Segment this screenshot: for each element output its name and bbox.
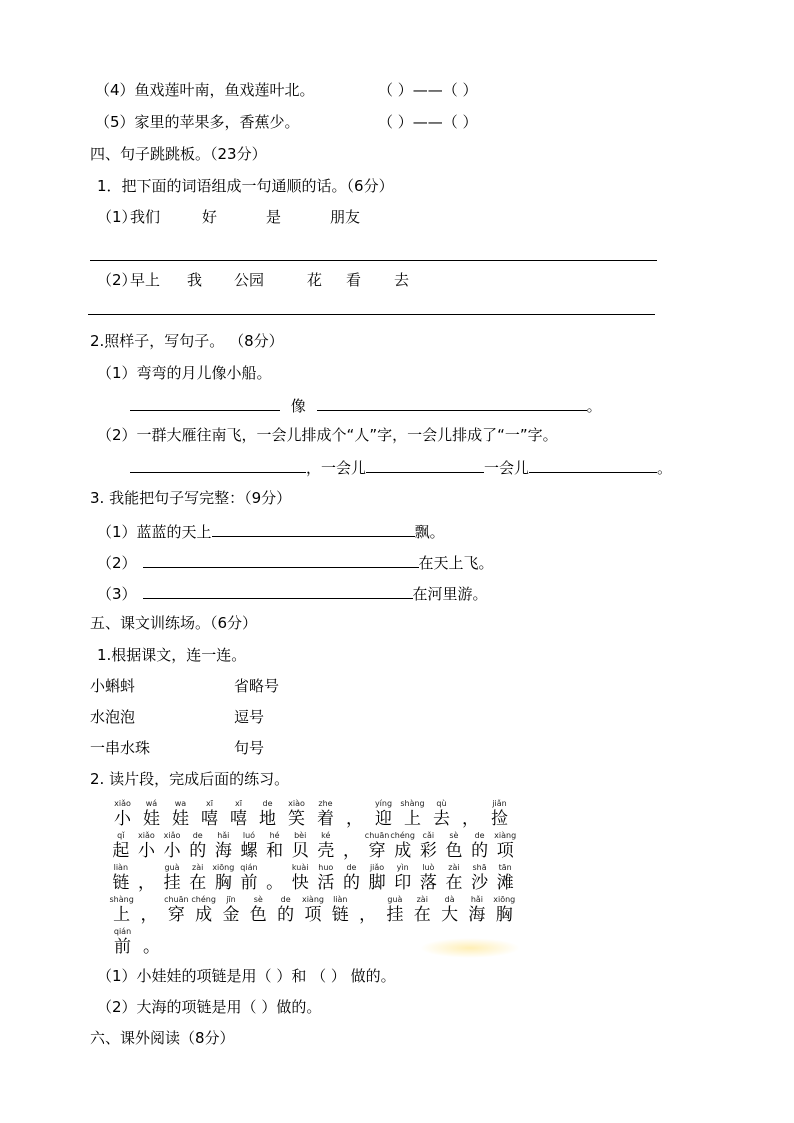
answer-blank[interactable]	[529, 456, 657, 473]
match-right-item[interactable]: 句号	[234, 739, 265, 757]
hanzi: 贝	[291, 841, 309, 861]
pinyin-char	[369, 798, 398, 830]
item-number: （2）	[97, 998, 137, 1016]
hanzi: 上	[404, 809, 421, 829]
pinyin: zhe	[318, 799, 333, 808]
pinyin-char	[185, 830, 211, 862]
word: 看	[346, 271, 362, 289]
pinyin-char	[108, 894, 135, 926]
hanzi: 大	[441, 905, 459, 925]
word: 我们	[130, 208, 161, 226]
hanzi: 的	[277, 905, 295, 925]
match-right-item[interactable]: 逗号	[234, 708, 265, 726]
pinyin: luó	[242, 831, 256, 840]
pinyin-char	[381, 894, 408, 926]
pinyin-char	[491, 894, 518, 926]
s4-q2-fill-1	[130, 394, 602, 416]
word: 好	[202, 208, 218, 226]
pinyin-char	[163, 894, 190, 926]
hanzi: 活	[317, 873, 335, 893]
pinyin-char	[166, 798, 195, 830]
hanzi: 链	[112, 873, 130, 893]
pinyin: de	[346, 863, 357, 872]
q3-item-5	[95, 112, 300, 132]
pinyin: kuài	[291, 863, 309, 872]
pinyin: qù	[436, 799, 447, 808]
passage-line	[108, 830, 518, 862]
question-text[interactable]: 大海的项链是用（ ）做的。	[136, 998, 322, 1016]
pinyin-char	[262, 862, 288, 894]
pinyin-passage	[108, 798, 518, 958]
pinyin: yìn	[396, 863, 409, 872]
hanzi: 彩	[419, 841, 437, 861]
answer-line[interactable]	[88, 314, 655, 315]
section-5-title: 五、课文训练场。（6分）	[90, 614, 258, 632]
item-number: （2）	[97, 271, 137, 289]
pinyin: sè	[449, 831, 459, 840]
word: 是	[266, 208, 282, 226]
hanzi: ，	[140, 905, 158, 925]
pinyin: zài	[448, 863, 460, 872]
pinyin: de	[192, 831, 203, 840]
pinyin: qián	[113, 927, 132, 936]
q3-item-4	[95, 80, 315, 100]
fill-word: 一会儿	[484, 459, 530, 477]
hanzi: 项	[496, 841, 514, 861]
pinyin: jīn	[226, 895, 236, 904]
pinyin: de	[280, 895, 291, 904]
pinyin-char	[217, 894, 244, 926]
s4-q2-fill-2	[130, 456, 672, 478]
hanzi: 在	[445, 873, 463, 893]
sentence-end: 飘。	[414, 523, 445, 541]
pinyin-char	[236, 830, 262, 862]
pinyin-char	[108, 862, 134, 894]
pinyin: shàng	[400, 799, 425, 808]
s4-q3-item-2	[97, 551, 494, 573]
hanzi: 穿	[167, 905, 185, 925]
pinyin-char	[327, 894, 354, 926]
item-text: 家里的苹果多，香蕉少。	[134, 113, 300, 131]
hanzi: 项	[304, 905, 322, 925]
pinyin-char	[299, 894, 326, 926]
hanzi: 印	[394, 873, 412, 893]
pinyin-char	[282, 798, 311, 830]
pinyin-char	[467, 862, 493, 894]
example-sentence: 一群大雁往南飞，一会儿排成个“人”字，一会儿排成了“一”字。	[136, 426, 558, 444]
pinyin: zài	[192, 863, 204, 872]
hanzi: 迎	[375, 809, 392, 829]
hanzi: 娃	[172, 809, 189, 829]
sentence-end: 在河里游。	[412, 585, 488, 603]
pinyin: xiǎo	[163, 831, 181, 840]
hanzi: 起	[112, 841, 130, 861]
s5-q2-title: 2. 读片段，完成后面的练习。	[90, 770, 290, 788]
pinyin: wá	[145, 799, 158, 808]
hanzi: 链	[331, 905, 349, 925]
word: 公园	[234, 271, 265, 289]
pinyin: jiǎo	[369, 863, 385, 872]
pinyin-char	[390, 862, 416, 894]
pinyin: hǎi	[217, 831, 230, 840]
s5-q1-title: 1.根据课文，连一连。	[97, 646, 247, 664]
hanzi: 和	[266, 841, 284, 861]
hanzi: 着	[317, 809, 334, 829]
pinyin: xiǎo	[114, 799, 131, 808]
item-number: （2）	[97, 426, 137, 444]
fill-word: 像	[290, 397, 306, 415]
answer-blank[interactable]	[212, 520, 415, 537]
pinyin-char	[190, 894, 217, 926]
match-left-item[interactable]: 一串水珠	[90, 739, 151, 757]
pinyin: hǎi	[470, 895, 484, 904]
hanzi: 成	[394, 841, 412, 861]
fill-end: 。	[586, 397, 602, 415]
pinyin: qián	[240, 863, 258, 872]
pinyin-char	[287, 830, 313, 862]
pinyin-char	[272, 894, 299, 926]
pinyin: guà	[387, 895, 403, 904]
pinyin: shā	[472, 863, 487, 872]
pinyin: xiǎo	[138, 831, 155, 840]
pinyin: ké	[321, 831, 331, 840]
s5-q2-answer-1	[97, 966, 396, 986]
hanzi: 捡	[491, 809, 508, 829]
hanzi: 娃	[143, 809, 160, 829]
s4-q2-item-1	[97, 363, 272, 383]
s4-q2-title: 2.照样子，写句子。 （8分）	[90, 332, 284, 350]
hanzi: 色	[445, 841, 463, 861]
hanzi: 。	[266, 873, 284, 893]
pinyin-char	[108, 830, 134, 862]
pinyin-char	[436, 894, 463, 926]
pinyin-char	[492, 830, 518, 862]
s4-q1-title: 1．把下面的词语组成一句通顺的话。（6分）	[97, 177, 394, 195]
pinyin-char	[245, 894, 272, 926]
fill-word: ，一会儿	[306, 459, 367, 477]
word: 去	[394, 271, 410, 289]
hanzi: ，	[346, 809, 363, 829]
s4-q1-item-1	[97, 207, 361, 227]
pinyin-char	[390, 830, 416, 862]
item-number: （1）	[97, 364, 137, 382]
pinyin-char	[224, 798, 253, 830]
hanzi: 笑	[288, 809, 305, 829]
pinyin-char	[134, 830, 160, 862]
hanzi: 穿	[368, 841, 386, 861]
hanzi: 沙	[471, 873, 489, 893]
item-text: 鱼戏莲叶南，鱼戏莲叶北。	[134, 81, 315, 99]
pinyin: xiōng	[493, 895, 516, 904]
item-number: （1）	[97, 523, 137, 541]
pinyin: luò	[422, 863, 435, 872]
pinyin-char	[185, 862, 211, 894]
pinyin-char	[262, 830, 288, 862]
answer-blank[interactable]	[130, 394, 280, 411]
answer-blank[interactable]	[143, 582, 413, 599]
pinyin: xiōng	[212, 863, 235, 872]
hanzi: 快	[291, 873, 309, 893]
pinyin: de	[474, 831, 485, 840]
pinyin-char	[137, 798, 166, 830]
hanzi: ，	[137, 873, 155, 893]
hanzi: 前	[114, 937, 131, 957]
answer-blank[interactable]	[317, 394, 587, 411]
word: 花	[307, 271, 323, 289]
pinyin-char	[456, 798, 485, 830]
match-right-item[interactable]: 省略号	[234, 677, 280, 695]
pinyin: xī	[235, 799, 242, 808]
pinyin-char	[409, 894, 436, 926]
hanzi: 螺	[240, 841, 258, 861]
s4-q3-title: 3. 我能把句子写完整：（9分）	[90, 489, 292, 507]
match-left-item[interactable]: 水泡泡	[90, 708, 136, 726]
hanzi: 壳	[317, 841, 335, 861]
sentence-end: 在天上飞。	[418, 554, 494, 572]
hanzi: ，	[342, 841, 360, 861]
hanzi: 。	[143, 937, 160, 957]
hanzi: 成	[195, 905, 213, 925]
pinyin: chéng	[191, 895, 216, 904]
s4-q1-item-2	[97, 270, 410, 290]
pinyin-char	[398, 798, 427, 830]
pinyin: wa	[174, 799, 187, 808]
pinyin-char	[313, 862, 339, 894]
pinyin-char	[485, 798, 514, 830]
s4-q3-item-3	[97, 582, 488, 604]
hanzi: ，	[359, 905, 377, 925]
hanzi: 嘻	[230, 809, 247, 829]
pinyin: xiào	[288, 799, 305, 808]
pinyin: dà	[444, 895, 455, 904]
pinyin-char	[137, 926, 166, 958]
passage-line	[108, 798, 518, 830]
pinyin: zài	[416, 895, 428, 904]
pinyin: xiàng	[494, 831, 517, 840]
hanzi: 嘻	[201, 809, 218, 829]
hanzi: 胸	[495, 905, 513, 925]
pinyin-char	[135, 894, 162, 926]
hanzi: 小	[163, 841, 181, 861]
pinyin-char	[195, 798, 224, 830]
item-number: （4）	[95, 81, 135, 99]
pinyin: yíng	[374, 799, 393, 808]
question-text[interactable]: 小娃娃的项链是用（ ）和 （ ） 做的。	[136, 967, 396, 985]
hanzi: 色	[249, 905, 267, 925]
hanzi: 小	[137, 841, 155, 861]
item-number: （1）	[97, 967, 137, 985]
pinyin-char	[159, 830, 185, 862]
hanzi: 前	[240, 873, 258, 893]
pinyin-char	[134, 862, 160, 894]
hanzi: 地	[259, 809, 276, 829]
pinyin: xī	[206, 799, 213, 808]
pinyin-char	[211, 830, 237, 862]
hanzi: 在	[189, 873, 207, 893]
item-number: （2）	[97, 554, 137, 572]
pinyin: liàn	[113, 863, 129, 872]
hanzi: 胸	[214, 873, 232, 893]
answer-line[interactable]	[90, 260, 657, 261]
passage-line	[108, 894, 518, 926]
answer-blank[interactable]: （ ）——（ ）	[378, 81, 478, 99]
hanzi: 挂	[386, 905, 404, 925]
pinyin-char	[108, 798, 137, 830]
pinyin: qǐ	[117, 831, 125, 840]
hanzi: 在	[413, 905, 431, 925]
pinyin: shàng	[109, 895, 134, 904]
pinyin-char	[416, 830, 442, 862]
s4-q2-item-2	[97, 425, 558, 445]
pinyin: hé	[269, 831, 280, 840]
item-number: （5）	[95, 113, 135, 131]
item-number: （3）	[97, 585, 137, 603]
hanzi: 金	[222, 905, 240, 925]
pinyin-char	[236, 862, 262, 894]
pinyin-char	[313, 830, 339, 862]
pinyin-char	[339, 862, 365, 894]
pinyin: cǎi	[422, 831, 435, 840]
word: 我	[187, 271, 203, 289]
pinyin-char	[441, 830, 467, 862]
hanzi: 去	[433, 809, 450, 829]
hanzi: 落	[419, 873, 437, 893]
hanzi: 海	[468, 905, 486, 925]
hanzi: 海	[214, 841, 232, 861]
section-6-title: 六、课外阅读（8分）	[90, 1029, 235, 1047]
fill-end: 。	[657, 459, 673, 477]
item-number: （1）	[97, 208, 137, 226]
answer-blank[interactable]	[130, 456, 306, 473]
hanzi: 的	[471, 841, 489, 861]
pinyin-char	[467, 830, 493, 862]
pinyin: liàn	[333, 895, 348, 904]
section-4-title: 四、句子跳跳板。（23分）	[90, 145, 267, 163]
pinyin-char	[253, 798, 282, 830]
pinyin: bèi	[294, 831, 307, 840]
example-sentence: 弯弯的月儿像小船。	[136, 364, 272, 382]
pinyin-char	[211, 862, 237, 894]
answer-blank[interactable]: （ ）——（ ）	[378, 113, 478, 131]
hanzi: 上	[113, 905, 131, 925]
hanzi: 小	[114, 809, 131, 829]
s4-q3-item-1	[97, 520, 445, 542]
pinyin-char	[354, 894, 381, 926]
pinyin: tān	[498, 863, 512, 872]
pinyin-char	[311, 798, 340, 830]
word: 朋友	[330, 208, 361, 226]
pinyin-char	[441, 862, 467, 894]
pinyin: sè	[253, 895, 263, 904]
pinyin-char	[159, 862, 185, 894]
pinyin-char	[492, 862, 518, 894]
hanzi: 滩	[496, 873, 514, 893]
word: 早上	[130, 271, 161, 289]
pinyin: chuān	[364, 831, 390, 840]
pinyin-char	[340, 798, 369, 830]
pinyin: de	[262, 799, 273, 808]
hanzi: 的	[342, 873, 360, 893]
pinyin: chéng	[390, 831, 415, 840]
passage-line	[108, 926, 518, 958]
hanzi: 脚	[368, 873, 386, 893]
pinyin: jiǎn	[492, 799, 507, 808]
hanzi: 挂	[163, 873, 181, 893]
pinyin-char	[463, 894, 490, 926]
pinyin-char	[364, 862, 390, 894]
pinyin: huo	[318, 863, 334, 872]
hanzi: 的	[189, 841, 207, 861]
sentence-start: 蓝蓝的天上	[136, 523, 212, 541]
pinyin-char	[416, 862, 442, 894]
answer-blank[interactable]	[143, 551, 419, 568]
pinyin-char	[339, 830, 365, 862]
pinyin-char	[427, 798, 456, 830]
pinyin: chuān	[164, 895, 189, 904]
pinyin: xiàng	[301, 895, 324, 904]
pinyin-char	[287, 862, 313, 894]
pinyin-char	[364, 830, 390, 862]
s5-q2-answer-2	[97, 997, 321, 1017]
passage-line	[108, 862, 518, 894]
answer-blank[interactable]	[366, 456, 484, 473]
pinyin: guà	[164, 863, 180, 872]
pinyin-char	[108, 926, 137, 958]
hanzi: ，	[462, 809, 479, 829]
match-left-item[interactable]: 小蝌蚪	[90, 677, 136, 695]
